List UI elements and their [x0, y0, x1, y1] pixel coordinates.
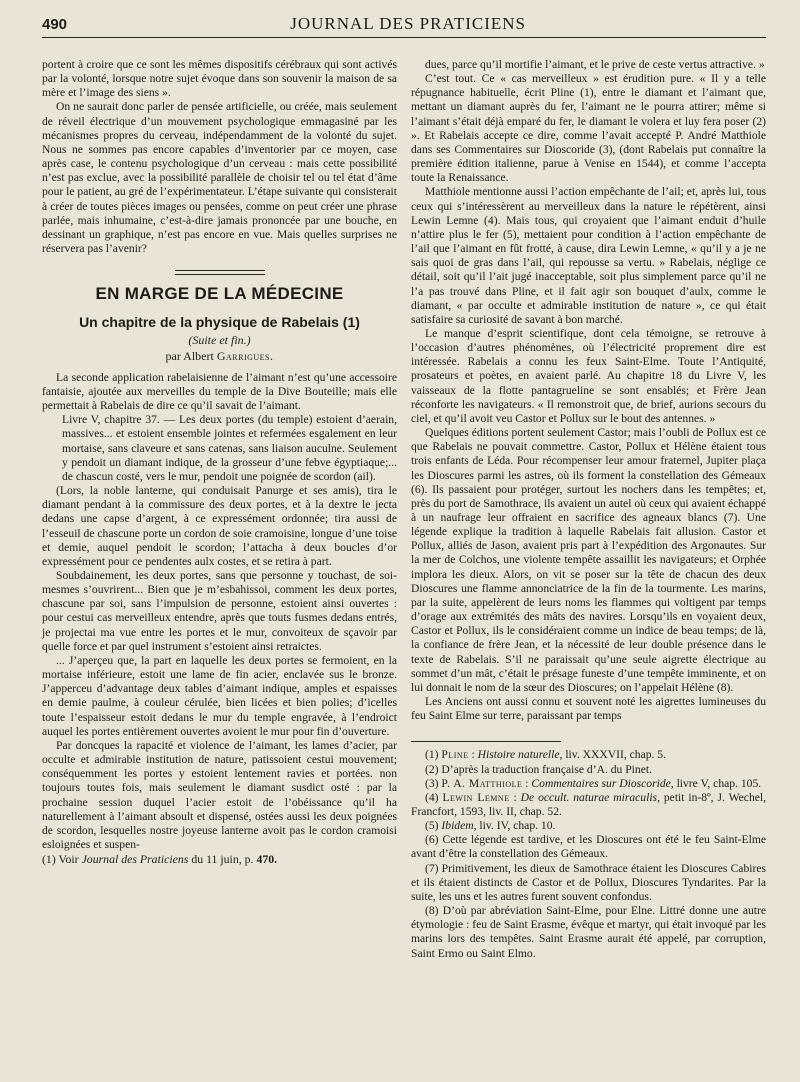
footnote-number: (3) — [425, 776, 442, 790]
footnote — [411, 819, 766, 833]
footnote-text: Cette légende est tardive, et les Dioscures ont été le feu Saint-Elme avant d’être la constellation des Gémeaux. — [411, 833, 766, 861]
byline — [42, 349, 397, 363]
footnote-number: (5) — [425, 819, 442, 833]
left-column — [42, 58, 397, 961]
quote-paragraph: Par doncques la rapacité et violence de l’aimant, les lames d’acier, par occulte et admirable institution de nature, patissoient cestui mouvement; conséquemment les portes y estoient lentement ravies et portées. non toujours toutes fois, mais seulement le diamant susdict osté : par la prochaine session duquel l’acier estoit de l’obéissance qu’il ha naturellement à l’aimant absoult et dispensé, ostées aussi les deux poignées de scordon, lesquelles nostre joyeuse lanterne avoit pas le cordon cramoisi esloignées et suspen- — [42, 738, 397, 851]
article-title: Un chapitre de la physique de Rabelais (1) — [79, 314, 360, 331]
footnote-work: Histoire naturelle — [477, 748, 560, 762]
quote-paragraph: ... J’aperçeu que, la part en laquelle les deux portes se fermoient, en la mortaise inférieure, estoit une lame de fin acier, enclavée sus le bronze. J’apperceu d’advantage deux tables d’aimant indique, amples et espaisses en demie paulme, à couleur cérulée, bien licées et bien polies; d’icelles toute l’espaisseur estoit dedans le mur du temple engravée, à l’endroict auquel les portes entièrement ouvertes avoient le mur pour fin d’ouverture. — [42, 653, 397, 738]
quote-paragraph: Livre V, chapitre 37. — Les deux portes (du temple) estoient d’aerain, massives... et estoient ensemble jointes et refermées esgalement en leur mortaise, sans claveure et sans catenas, sans liaison auculne. Seulement y pendoit un diamant indique, de la grosseur d’une febve égyptiaque;... de chascun costé, vers le mur, pendoit une poignée de scordon (ail). — [62, 413, 397, 483]
footnote-number: (6) — [425, 833, 443, 847]
footnote-text: Primitivement, les dieux de Samothrace étaient les Dioscures Cabires et ils étaient distincts de Castor et de Pollux, Dioscures Tyndarites. Par la suite, les uns et les autres furent souvent confondus. — [411, 861, 766, 903]
footnote-text: , liv. IV, chap. 10. — [473, 819, 556, 833]
paragraph: portent à croire que ce sont les mêmes dispositifs cérébraux qui sont activés par la volonté, lorsque notre sujet évoque dans son souvenir la maison de sa mère et l’image des siens ». — [42, 58, 397, 100]
footnote-prefix: (1) Voir — [42, 852, 79, 867]
footnote-author: Lewin Lemne — [442, 790, 510, 804]
paragraph: Quelques éditions portent seulement Castor; mais l’oubli de Pollux est ce que Rabelais ne pouvait commettre. Castor, Pollux et Hélène étaient tous trois enfants de Léda. Pour récompenser leur amour fraternel, Jupiter plaça les Dioscures parmi les astres, où ils forment la constellation des Gémeaux (6). Ils passaient pour protéger, surtout les nochers dans les tempêtes; et, près du port de Samothrace, ils avaient un autel où ceux qui avaient échappé à un naufrage leur offraient en sacrifice des agneaux blancs (7). Une légende explique la tradition à laquelle Rabelais fait allusion. Castor et Pollux, alliés de Jason, avaient pris part à l’expédition des Argonautes. Sur la mer de Colchos, une violente tempête assaillit les navigateurs; et Orphée implora les dieux. Alors, on vit se poser sur la tête de chacun des deux Dioscures une flamme annonciatrice de la fin de la tourmente. Les marins, par la suite, appelèrent de leurs noms les flammes qui voltigent par temps d’orage aux extrémités des mâts des navires. Lorsqu’ils en voyaient deux, Castor et Pollux, ils le considéraient comme un indice de beau temps; de là, la confiance de frère Jean, et la nécessité de leur double présence dans le texte de Rabelais. S’il ne paraissait qu’une seule aigrette électrique au sommet d’un mât, c’était le présage funeste d’une tempête imminente, et on lui donnait le nom de la sœur des Dioscures; on l’appelait Hélène (8). — [411, 426, 766, 694]
paragraph: On ne saurait donc parler de pensée artificielle, ou créée, mais seulement de réveil électrique d’un mouvement psychologique emmagasiné par les mécanismes propres du cerveau, indépendamment de la volonté du sujet. Nous ne sommes pas encore capables d’inventorier par ce moyen, case après case, le contenu psychologique d’un cerveau : mais cette possibilité n’est pas exclue, avec la possibilité parallèle de choisir tel ou tel état d’âme pour le patient, au gré de l’expérimentateur. L’étape suivante qui consisterait à créer de toutes pièces images ou pensées, comme on peut créer une phrase parlée, mais inhumaine, c’est-à-dire jamais prononcée par une bouche, en dessinant un graphique, n’est pas encore en vue. Mais quelles surprises ne réservera pas l’avenir? — [42, 100, 397, 256]
article-subtitle: (Suite et fin.) — [188, 332, 251, 347]
footnote-text: , livre V, chap. 105. — [670, 776, 762, 790]
paragraph: dues, parce qu’il mortifie l’aimant, et le prive de ceste vertus attractive. » — [425, 58, 765, 71]
quote-paragraph: Soubdainement, les deux portes, sans que personne y touchast, de soi-mesmes s’ouvrirent... Bien que je m’esbahissoi, comment les deux portes, chascune par soi, sans l’impulsion de personne, estoient ainsi ouvertes : pour cestui cas merveilleux entendre, après que touts fusmes dedans entrés, je projectai ma vue entre les portes et le mur, convoiteux de sçavoir par quelle force et par quel instrument s’estoient ainsi retraictes. — [42, 569, 397, 653]
section-divider — [175, 270, 265, 275]
footnote — [411, 777, 766, 791]
footnote-author: Pline — [441, 748, 469, 762]
footnote — [411, 763, 766, 777]
page-number: 490 — [42, 16, 68, 33]
journal-title: JOURNAL DES PRATICIENS — [290, 14, 526, 33]
footnote — [411, 791, 766, 819]
footnote-number: (8) — [425, 904, 443, 918]
footnote-rule — [411, 741, 561, 742]
paragraph: Les Anciens ont aussi connu et souvent noté les aigrettes lumineuses du feu Saint Elme sur terre, paraissant par temps — [411, 695, 766, 723]
footnote — [42, 852, 397, 866]
text-columns — [42, 58, 766, 961]
footnote-number: (7) — [425, 861, 442, 875]
footnote — [411, 748, 766, 762]
footnote-list — [411, 748, 766, 960]
footnote-page: 470. — [256, 852, 278, 867]
paragraph: La seconde application rabelaisienne de l’aimant n’est qu’une accessoire fantaisie, ajoutée aux merveilles du temple de la Dive Bouteille; mais elle permettait à Rabelais de dire ce qu’il savait de l’aimant. — [42, 370, 397, 413]
footnote — [411, 904, 766, 961]
footnote-work: Ibidem — [441, 819, 474, 833]
footnote — [411, 833, 766, 861]
footnote-number: (4) — [425, 790, 443, 804]
page-header — [42, 14, 766, 38]
footnote-text: D’où par abréviation Saint-Elme, pour Elne. Littré donne une autre étymologie : feu de Saint Erasme, évêque et martyr, qui était invoqué par les marins lors des tempêtes. Saint Erasme aurait été appelé, par corruption, Saint Ermo ou Saint Elmo. — [411, 904, 766, 960]
paragraph: Le manque d’esprit scientifique, dont cela témoigne, se retrouve à l’occasion d’autres phénomènes, où l’électricité proprement dire est intéressée. Rabelais a connu les feux Saint-Elme. Toute l’Antiquité, prosateurs et poètes, en avaient parlé. Au chapitre 18 du Livre V, les vaisseaux de la flotte pantagrueline se sont ensablés; et Frère Jean réconforte les navigateurs. « Il remonstroit que, de brief, aurions secours du ciel, et qu’il avoit veu Castor et Pollux sur le bout des antennes. » — [411, 326, 766, 425]
footnote-text: , petit in-8º, J. Wechel, Francfort, 1593, liv. II, chap. 52. — [411, 790, 767, 818]
footnote-text: D’après la traduction française d’A. du Pinet. — [441, 762, 652, 776]
footnote-separator: : — [522, 776, 532, 790]
paragraph: Matthiole mentionne aussi l’action empêchante de l’ail; et, après lui, tous ceux qui s’intéressèrent au merveilleux dans la nature le répétèrent, ainsi Lewin Lemne (4). Mais tous, qui croyaient que l’aimant enduit d’huile n’attire plus le fer (5), mettaient pour condition à l’action empêchante de l’ail que l’aimant en fût frotté, à cause, dira Lewin Lemne, « qu’il y a je ne sais quoi de gras dans l’ail, qui repousse sa vertu. » Rabelais, néglige ce détail, soit qu’il l’ait jugé inacceptable, soit plus simplement parce qu’il ne l’a pas trouvé dans Pline, et il fait agir son bouquet d’aulx, comme le diamant, « par occulte et admirable institution de nature », ce qui était satisfaire sa curiosité de savant à bon marché. — [411, 185, 766, 326]
footnote-work: Commentaires sur Dioscoride — [531, 776, 671, 790]
footnote-work: De occult. naturae miraculis — [520, 790, 658, 804]
byline-prefix: par Albert — [165, 348, 214, 363]
footnote-journal: Journal des Praticiens — [81, 852, 189, 867]
right-column — [411, 58, 766, 961]
section-title: EN MARGE DE LA MÉDECINE — [95, 284, 344, 304]
quote-paragraph: (Lors, la noble lanterne, qui conduisait Panurge et ses amis), tira le diamant pendant à la commissure des deux portes, et à la dextre le jecta dedans une capse d’argent, à ce expressément ordonnée; tira aussi de l’esseuil de chascune porte un cordon de soie cramoisine, longue d’une toise et demie, auquel pendoit le scordon; l’attacha à deux boucles d’or expressément pour ce pendentes aulx costes, et se retira à part. — [42, 484, 397, 568]
footnote-separator: : — [509, 790, 521, 804]
author-name: Garrigues. — [216, 348, 274, 363]
footnote-separator: : — [468, 748, 478, 762]
footnote-number: (2) — [425, 762, 442, 776]
footnote-number: (1) — [425, 748, 442, 762]
footnote-author: P. A. Matthiole — [441, 776, 523, 790]
footnote — [411, 862, 766, 904]
footnote-text: , liv. XXXVII, chap. 5. — [559, 748, 666, 762]
footnote-rest: du 11 juin, p. — [191, 852, 254, 867]
paragraph: C’est tout. Ce « cas merveilleux » est érudition pure. « Il y a telle répugnance habituelle, écrit Pline (1), entre le diamant et l’aimant que, mettant un diamant auprès du fer, l’aimant ne le pourra attirer; même si l’aimant s’était déjà emparé du fer, le diamant le volera et luy fera poser (2) ». Et Rabelais accepte ce dire, comme l’avait accepté P. André Matthiole dans ses Commentaires sur Dioscoride (3), (dont Rabelais put connaître la première édition italienne, parue à Venise en 1544), et comme l’accepta toute la Renaissance. — [411, 72, 766, 185]
